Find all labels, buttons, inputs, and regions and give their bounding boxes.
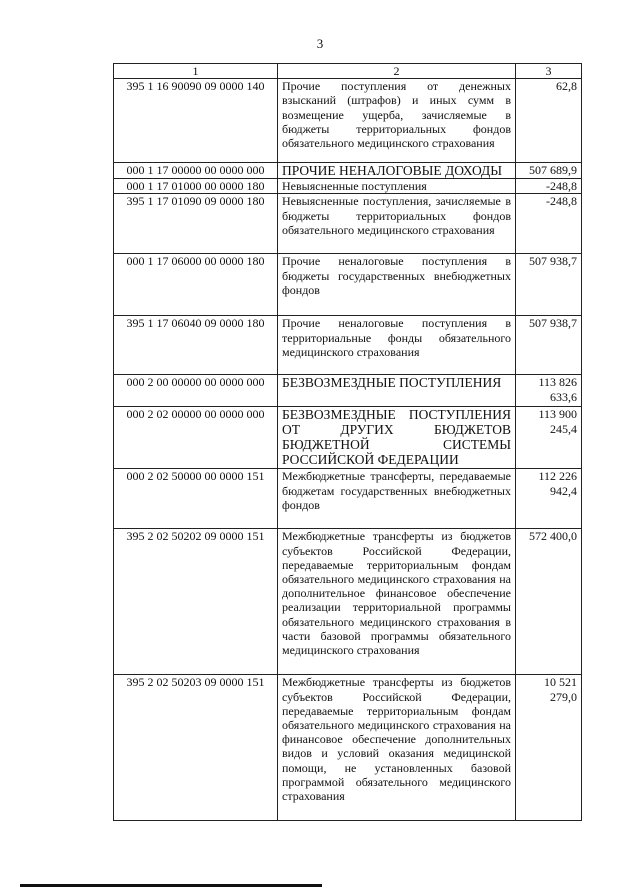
amount-value: 572 400,0 <box>516 529 582 675</box>
budget-code: 395 1 17 06040 09 0000 180 <box>114 316 278 375</box>
amount-value: 113 900 245,4 <box>516 407 582 469</box>
budget-code: 395 1 17 01090 09 0000 180 <box>114 194 278 254</box>
budget-code: 395 2 02 50203 09 0000 151 <box>114 675 278 821</box>
table-row <box>114 407 582 469</box>
budget-table <box>113 63 582 821</box>
budget-code: 395 2 02 50202 09 0000 151 <box>114 529 278 675</box>
page-number: 3 <box>316 36 324 51</box>
income-name: Межбюджетные трансферты, передаваемые бюджетам государственных внебюджетных фондов <box>278 469 516 529</box>
table-header-row <box>114 64 582 79</box>
budget-code: 000 1 17 06000 00 0000 180 <box>114 254 278 316</box>
income-name: Невыясненные поступления, зачисляемые в бюджеты территориальных фондов обязательного медицинского страхования <box>278 194 516 254</box>
table-row <box>114 316 582 375</box>
column-header-code: 1 <box>114 64 278 79</box>
income-name: Прочие неналоговые поступления в территориальные фонды обязательного медицинского страхования <box>278 316 516 375</box>
table-row <box>114 675 582 821</box>
column-header-amount: 3 <box>516 64 582 79</box>
table-row <box>114 194 582 254</box>
amount-value: 113 826 633,6 <box>516 375 582 407</box>
income-name: БЕЗВОЗМЕЗДНЫЕ ПОСТУПЛЕНИЯ ОТ ДРУГИХ БЮДЖЕТОВ БЮДЖЕТНОЙ СИСТЕМЫ РОССИЙСКОЙ ФЕДЕРАЦИИ <box>278 407 516 469</box>
budget-code: 000 2 00 00000 00 0000 000 <box>114 375 278 407</box>
column-header-name: 2 <box>278 64 516 79</box>
table-row <box>114 469 582 529</box>
table-row <box>114 179 582 194</box>
amount-value: 112 226 942,4 <box>516 469 582 529</box>
footer-rule <box>20 884 322 887</box>
income-name: ПРОЧИЕ НЕНАЛОГОВЫЕ ДОХОДЫ <box>278 163 516 179</box>
amount-value: 10 521 279,0 <box>516 675 582 821</box>
amount-value: 507 938,7 <box>516 254 582 316</box>
amount-value: 507 689,9 <box>516 163 582 179</box>
budget-code: 000 2 02 00000 00 0000 000 <box>114 407 278 469</box>
budget-code: 000 2 02 50000 00 0000 151 <box>114 469 278 529</box>
table-row <box>114 163 582 179</box>
amount-value: -248,8 <box>516 179 582 194</box>
amount-value: 62,8 <box>516 79 582 163</box>
table-row <box>114 254 582 316</box>
income-name: Межбюджетные трансферты из бюджетов субъектов Российской Федерации, передаваемые территориальным фондам обязательного медицинского страхования на финансовое обеспечение дополнительных видов и условий оказания медицинской помощи, не установленных базовой программой обязательного медицинского страхования <box>278 675 516 821</box>
income-name: БЕЗВОЗМЕЗДНЫЕ ПОСТУПЛЕНИЯ <box>278 375 516 407</box>
table-row <box>114 529 582 675</box>
table-row <box>114 375 582 407</box>
amount-value: 507 938,7 <box>516 316 582 375</box>
income-name: Прочие поступления от денежных взысканий (штрафов) и иных сумм в возмещение ущерба, зачисляемые в бюджеты территориальных фондов обязательного медицинского страхования <box>278 79 516 163</box>
amount-value: -248,8 <box>516 194 582 254</box>
budget-code: 395 1 16 90090 09 0000 140 <box>114 79 278 163</box>
income-name: Прочие неналоговые поступления в бюджеты государственных внебюджетных фондов <box>278 254 516 316</box>
table-row <box>114 79 582 163</box>
income-name: Невыясненные поступления <box>278 179 516 194</box>
budget-code: 000 1 17 01000 00 0000 180 <box>114 179 278 194</box>
income-name: Межбюджетные трансферты из бюджетов субъектов Российской Федерации, передаваемые территориальным фондам обязательного медицинского страхования на дополнительное финансовое обеспечение реализации территориальной программы обязательного медицинского страхования в части базовой программы обязательного медицинского страхования <box>278 529 516 675</box>
budget-code: 000 1 17 00000 00 0000 000 <box>114 163 278 179</box>
